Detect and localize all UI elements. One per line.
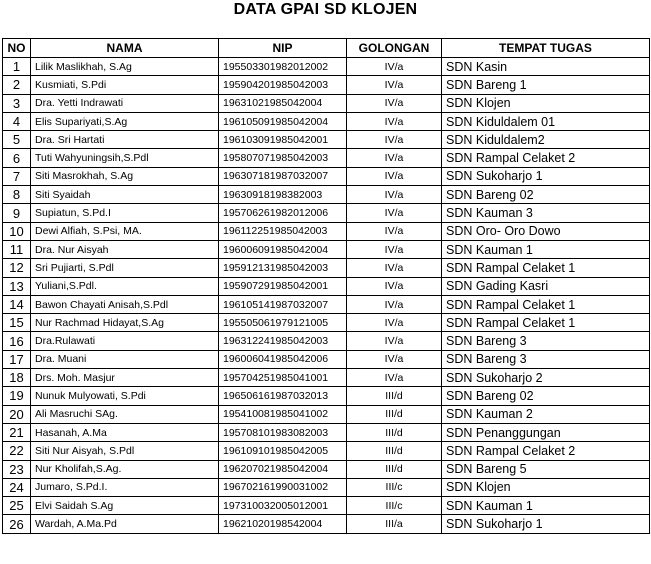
cell-nip: 195706261982012006	[219, 204, 347, 222]
cell-nip: 195410081985041002	[219, 405, 347, 423]
cell-nip: 195708101983082003	[219, 423, 347, 441]
cell-golongan: IV/a	[347, 259, 442, 277]
cell-tempat-tugas: SDN Kauman 3	[442, 204, 650, 222]
cell-tempat-tugas: SDN Sukoharjo 1	[442, 167, 650, 185]
cell-nama: Dra. Sri Hartati	[31, 131, 219, 149]
cell-golongan: III/d	[347, 423, 442, 441]
cell-tempat-tugas: SDN Kiduldalem 01	[442, 112, 650, 130]
table-row	[3, 149, 650, 167]
cell-golongan: III/a	[347, 515, 442, 533]
table-row	[3, 58, 650, 76]
header-no: NO	[3, 39, 31, 58]
cell-no: 4	[3, 112, 31, 130]
cell-nama: Dra. Yetti Indrawati	[31, 94, 219, 112]
cell-golongan: III/d	[347, 460, 442, 478]
cell-tempat-tugas: SDN Oro- Oro Dowo	[442, 222, 650, 240]
table-row	[3, 186, 650, 204]
table-row	[3, 259, 650, 277]
cell-golongan: IV/a	[347, 350, 442, 368]
cell-golongan: III/d	[347, 387, 442, 405]
table-body	[3, 58, 650, 534]
cell-nip: 195807071985042003	[219, 149, 347, 167]
table-row	[3, 240, 650, 258]
cell-golongan: IV/a	[347, 277, 442, 295]
table-row	[3, 112, 650, 130]
table-row	[3, 277, 650, 295]
cell-golongan: IV/a	[347, 332, 442, 350]
cell-nama: Tuti Wahyuningsih,S.Pdl	[31, 149, 219, 167]
cell-nip: 195503301982012002	[219, 58, 347, 76]
cell-nip: 196006041985042006	[219, 350, 347, 368]
cell-tempat-tugas: SDN Kasin	[442, 58, 650, 76]
cell-nama: Nunuk Mulyowati, S.Pdi	[31, 387, 219, 405]
cell-nip: 196109101985042005	[219, 442, 347, 460]
cell-no: 18	[3, 369, 31, 387]
table-row	[3, 131, 650, 149]
cell-no: 2	[3, 76, 31, 94]
cell-no: 11	[3, 240, 31, 258]
cell-tempat-tugas: SDN Kauman 2	[442, 405, 650, 423]
cell-nama: Dra.Rulawati	[31, 332, 219, 350]
cell-nama: Wardah, A.Ma.Pd	[31, 515, 219, 533]
cell-nip: 196207021985042004	[219, 460, 347, 478]
gpai-data-table	[2, 38, 650, 534]
cell-no: 21	[3, 423, 31, 441]
cell-nama: Dra. Nur Aisyah	[31, 240, 219, 258]
cell-no: 1	[3, 58, 31, 76]
cell-nama: Siti Syaidah	[31, 186, 219, 204]
cell-golongan: IV/a	[347, 112, 442, 130]
table-row	[3, 332, 650, 350]
cell-nip: 197310032005012001	[219, 497, 347, 515]
cell-no: 10	[3, 222, 31, 240]
cell-nama: Siti Masrokhah, S.Ag	[31, 167, 219, 185]
table-row	[3, 314, 650, 332]
table-header-row	[3, 39, 650, 58]
cell-tempat-tugas: SDN Kauman 1	[442, 240, 650, 258]
cell-nama: Nur Kholifah,S.Ag.	[31, 460, 219, 478]
cell-golongan: IV/a	[347, 94, 442, 112]
table-row	[3, 204, 650, 222]
cell-tempat-tugas: SDN Rampal Celaket 2	[442, 442, 650, 460]
table-row	[3, 460, 650, 478]
cell-golongan: IV/a	[347, 131, 442, 149]
table-row	[3, 405, 650, 423]
cell-golongan: III/d	[347, 442, 442, 460]
cell-nama: Sri Pujiarti, S.Pdl	[31, 259, 219, 277]
cell-no: 12	[3, 259, 31, 277]
table-row	[3, 94, 650, 112]
cell-golongan: IV/a	[347, 167, 442, 185]
cell-nama: Siti Nur Aisyah, S.Pdl	[31, 442, 219, 460]
cell-no: 22	[3, 442, 31, 460]
cell-nip: 19621020198542004	[219, 515, 347, 533]
cell-no: 8	[3, 186, 31, 204]
cell-tempat-tugas: SDN Penanggungan	[442, 423, 650, 441]
cell-nip: 19631021985042004	[219, 94, 347, 112]
cell-golongan: IV/a	[347, 295, 442, 313]
cell-tempat-tugas: SDN Bareng 5	[442, 460, 650, 478]
cell-nama: Elis Supariyati,S.Ag	[31, 112, 219, 130]
cell-no: 25	[3, 497, 31, 515]
cell-nip: 195907291985042001	[219, 277, 347, 295]
cell-nama: Bawon Chayati Anisah,S.Pdl	[31, 295, 219, 313]
header-golongan: GOLONGAN	[347, 39, 442, 58]
cell-tempat-tugas: SDN Rampal Celaket 2	[442, 149, 650, 167]
cell-no: 6	[3, 149, 31, 167]
cell-golongan: IV/a	[347, 76, 442, 94]
cell-no: 15	[3, 314, 31, 332]
table-row	[3, 167, 650, 185]
cell-nama: Supiatun, S.Pd.I	[31, 204, 219, 222]
cell-golongan: IV/a	[347, 58, 442, 76]
cell-golongan: IV/a	[347, 186, 442, 204]
cell-nama: Yuliani,S.Pdl.	[31, 277, 219, 295]
cell-tempat-tugas: SDN Bareng 3	[442, 350, 650, 368]
cell-nip: 196506161987032013	[219, 387, 347, 405]
table-row	[3, 295, 650, 313]
cell-nama: Hasanah, A.Ma	[31, 423, 219, 441]
cell-tempat-tugas: SDN Gading Kasri	[442, 277, 650, 295]
cell-no: 5	[3, 131, 31, 149]
cell-tempat-tugas: SDN Bareng 02	[442, 186, 650, 204]
cell-nip: 196312241985042003	[219, 332, 347, 350]
cell-no: 23	[3, 460, 31, 478]
cell-nip: 195505061979121005	[219, 314, 347, 332]
table-row	[3, 76, 650, 94]
cell-nama: Jumaro, S.Pd.I.	[31, 478, 219, 496]
cell-no: 19	[3, 387, 31, 405]
cell-nama: Drs. Moh. Masjur	[31, 369, 219, 387]
cell-tempat-tugas: SDN Rampal Celaket 1	[442, 295, 650, 313]
cell-nip: 195912131985042003	[219, 259, 347, 277]
cell-nama: Kusmiati, S.Pdi	[31, 76, 219, 94]
cell-golongan: III/c	[347, 478, 442, 496]
cell-golongan: IV/a	[347, 369, 442, 387]
cell-no: 16	[3, 332, 31, 350]
table-row	[3, 442, 650, 460]
cell-golongan: III/d	[347, 405, 442, 423]
cell-tempat-tugas: SDN Rampal Celaket 1	[442, 314, 650, 332]
cell-nama: Dra. Muani	[31, 350, 219, 368]
cell-no: 26	[3, 515, 31, 533]
cell-no: 3	[3, 94, 31, 112]
cell-nama: Nur Rachmad Hidayat,S.Ag	[31, 314, 219, 332]
table-row	[3, 515, 650, 533]
cell-nama: Elvi Saidah S.Ag	[31, 497, 219, 515]
cell-golongan: III/c	[347, 497, 442, 515]
cell-golongan: IV/a	[347, 204, 442, 222]
cell-no: 9	[3, 204, 31, 222]
header-nip: NIP	[219, 39, 347, 58]
cell-nip: 19630918198382003	[219, 186, 347, 204]
cell-nip: 196702161990031002	[219, 478, 347, 496]
cell-no: 13	[3, 277, 31, 295]
cell-nip: 196307181987032007	[219, 167, 347, 185]
cell-nip: 196103091985042001	[219, 131, 347, 149]
cell-tempat-tugas: SDN Kauman 1	[442, 497, 650, 515]
cell-tempat-tugas: SDN Sukoharjo 1	[442, 515, 650, 533]
header-tempat-tugas: TEMPAT TUGAS	[442, 39, 650, 58]
cell-nip: 195904201985042003	[219, 76, 347, 94]
cell-no: 20	[3, 405, 31, 423]
cell-no: 24	[3, 478, 31, 496]
cell-tempat-tugas: SDN Kiduldalem2	[442, 131, 650, 149]
cell-golongan: IV/a	[347, 222, 442, 240]
cell-tempat-tugas: SDN Bareng 02	[442, 387, 650, 405]
cell-nip: 195704251985041001	[219, 369, 347, 387]
cell-tempat-tugas: SDN Bareng 1	[442, 76, 650, 94]
cell-nip: 196105141987032007	[219, 295, 347, 313]
table-row	[3, 497, 650, 515]
cell-nama: Dewi Alfiah, S.Psi, MA.	[31, 222, 219, 240]
cell-nip: 196006091985042004	[219, 240, 347, 258]
table-row	[3, 222, 650, 240]
cell-nama: Ali Masruchi SAg.	[31, 405, 219, 423]
cell-no: 14	[3, 295, 31, 313]
table-row	[3, 350, 650, 368]
cell-no: 17	[3, 350, 31, 368]
cell-no: 7	[3, 167, 31, 185]
cell-tempat-tugas: SDN Bareng 3	[442, 332, 650, 350]
cell-golongan: IV/a	[347, 240, 442, 258]
header-nama: NAMA	[31, 39, 219, 58]
cell-tempat-tugas: SDN Klojen	[442, 478, 650, 496]
table-row	[3, 369, 650, 387]
cell-tempat-tugas: SDN Sukoharjo 2	[442, 369, 650, 387]
page-title: DATA GPAI SD KLOJEN	[233, 1, 418, 18]
table-row	[3, 387, 650, 405]
cell-nama: Lilik Maslikhah, S.Ag	[31, 58, 219, 76]
cell-golongan: IV/a	[347, 314, 442, 332]
cell-nip: 196105091985042004	[219, 112, 347, 130]
cell-tempat-tugas: SDN Rampal Celaket 1	[442, 259, 650, 277]
table-row	[3, 423, 650, 441]
cell-tempat-tugas: SDN Klojen	[442, 94, 650, 112]
table-row	[3, 478, 650, 496]
cell-golongan: IV/a	[347, 149, 442, 167]
cell-nip: 196112251985042003	[219, 222, 347, 240]
